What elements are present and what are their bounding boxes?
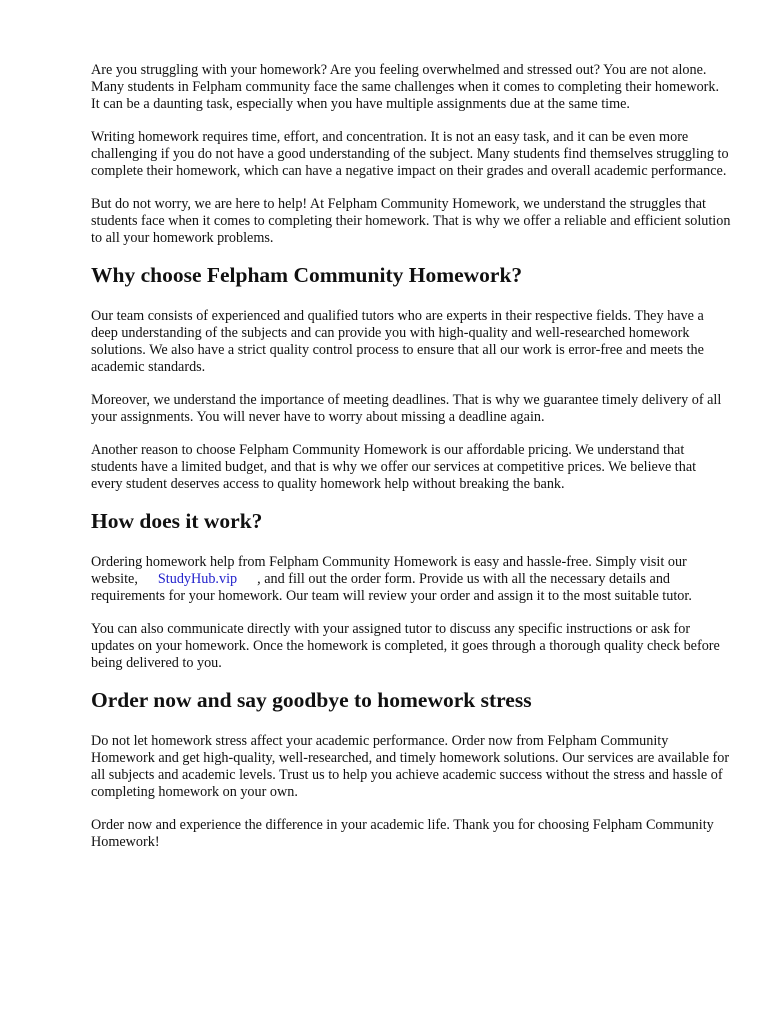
- how-paragraph-1-after-link: , and fill out the order form. Provide us with all the necessary details and requirements for your homework. Our team will review your order and assign it to the most suitable tutor.: [91, 571, 692, 604]
- intro-paragraph-2: Writing homework requires time, effort, and concentration. It is not an easy task, and it can be even more challenging if you do not have a good understanding of the subject. Many students find themselves struggling to complete their homework, which can have a negative impact on their grades and overall academic performance.: [91, 129, 729, 179]
- order-paragraph-1: Do not let homework stress affect your academic performance. Order now from Felpham Community Homework and get high-quality, well-researched, and timely homework solutions. Our services are available for all subjects and academic levels. Trust us to help you achieve academic success without the stress and hassle of completing homework on your own.: [91, 733, 730, 800]
- why-paragraph-2: Moreover, we understand the importance of meeting deadlines. That is why we guarantee timely delivery of all your assignments. You will never have to worry about missing a deadline again.: [91, 392, 722, 425]
- why-paragraph-3: Another reason to choose Felpham Community Homework is our affordable pricing. We understand that students have a limited budget, and that is why we offer our services at competitive prices. We believe that every student deserves access to quality homework help without breaking the bank.: [91, 442, 697, 492]
- order-now-heading: Order now and say goodbye to homework stress: [91, 688, 532, 712]
- order-paragraph-2: Order now and experience the difference in your academic life. Thank you for choosing Felpham Community Homework!: [91, 817, 714, 850]
- how-it-works-heading: How does it work?: [91, 509, 263, 533]
- how-paragraph-2: You can also communicate directly with your assigned tutor to discuss any specific instructions or ask for updates on your homework. Once the homework is completed, it goes through a thorough quality check before being delivered to you.: [91, 621, 720, 671]
- how-paragraph-1-before-link: Ordering homework help from Felpham Community Homework is easy and hassle-free. Simply visit our website,: [91, 554, 687, 587]
- intro-paragraph-3: But do not worry, we are here to help! At Felpham Community Homework, we understand the struggles that students face when it comes to completing their homework. That is why we offer a reliable and efficient solution to all your homework problems.: [91, 196, 731, 246]
- how-paragraph-1: [91, 554, 731, 605]
- why-choose-heading: Why choose Felpham Community Homework?: [91, 263, 523, 287]
- document-page: [91, 62, 731, 867]
- studyhub-link[interactable]: StudyHub.vip: [157, 571, 238, 587]
- why-paragraph-1: Our team consists of experienced and qualified tutors who are experts in their respective fields. They have a deep understanding of the subjects and can provide you with high-quality and well-researched homework solutions. We also have a strict quality control process to ensure that all our work is error-free and meets the academic standards.: [91, 308, 704, 375]
- intro-paragraph-1: Are you struggling with your homework? Are you feeling overwhelmed and stressed out? You are not alone. Many students in Felpham community face the same challenges when it comes to completing their homework. It can be a daunting task, especially when you have multiple assignments due at the same time.: [91, 62, 720, 112]
